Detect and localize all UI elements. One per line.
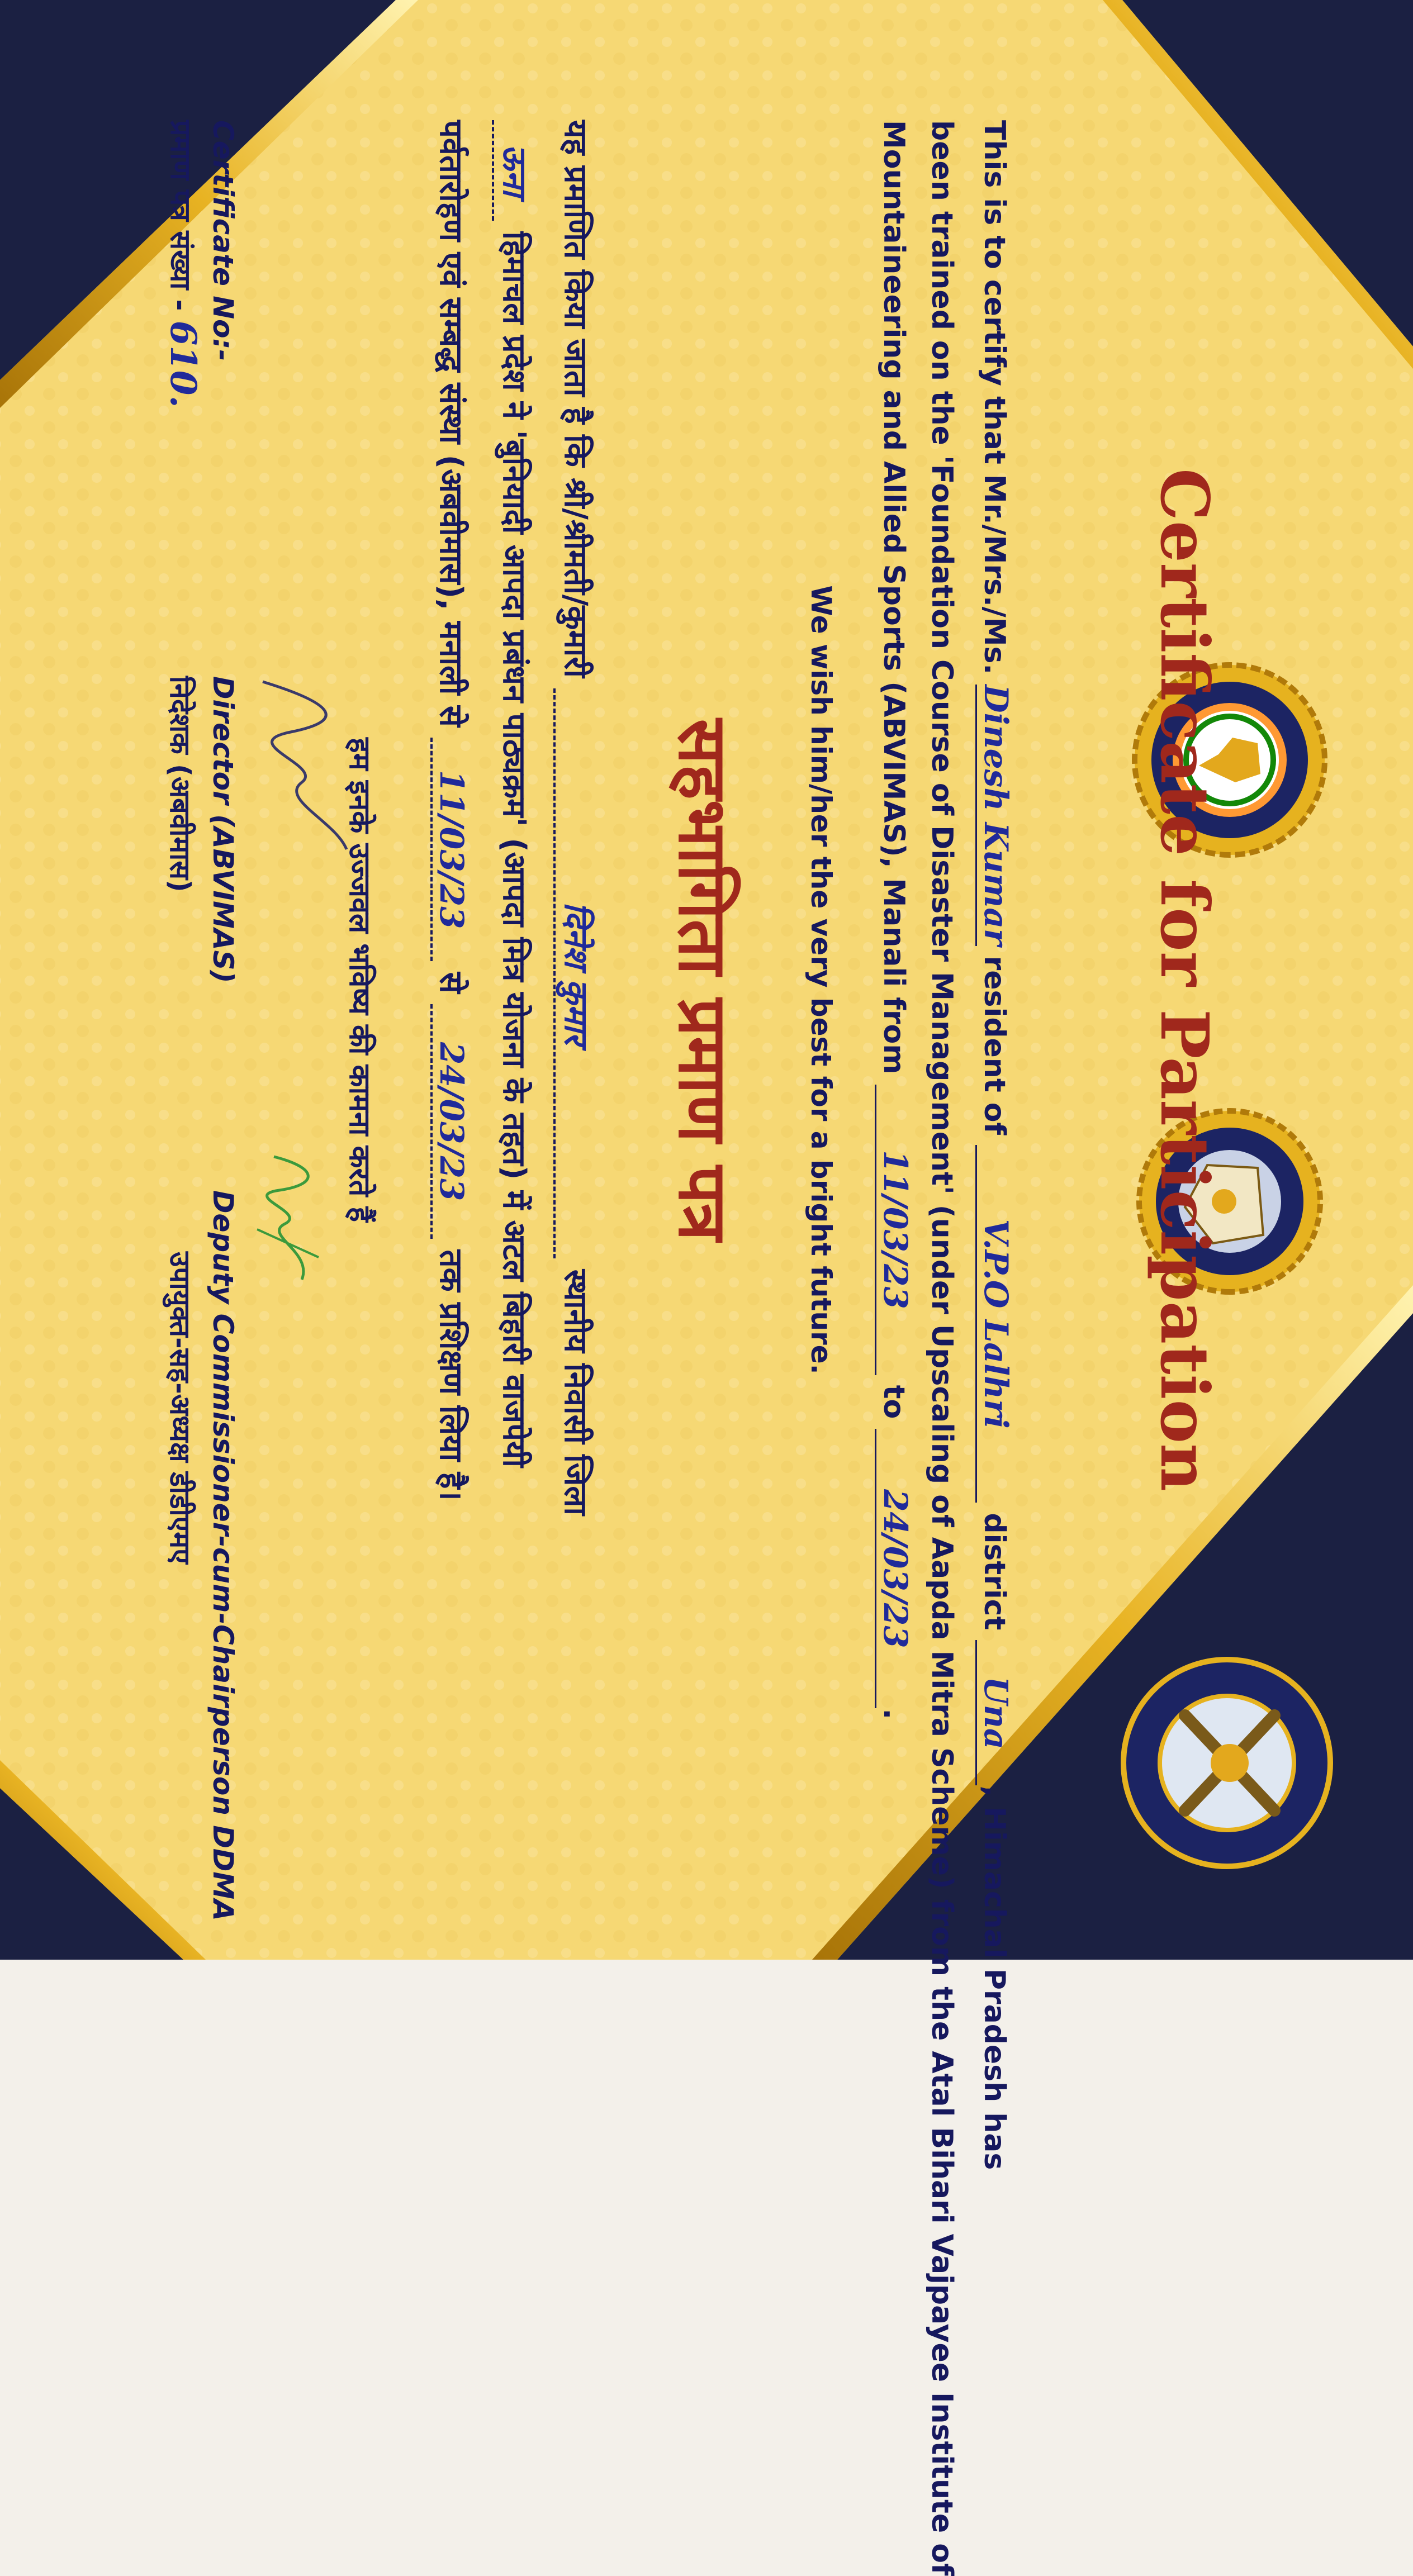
label-state: , Himachal Pradesh has	[978, 1785, 1011, 2170]
village-en: V.P.O Lalhri	[975, 1145, 1015, 1503]
english-body-line-3	[875, 120, 914, 1719]
period: .	[877, 1708, 911, 1720]
english-wish: We wish him/her the very best for a bright future.	[805, 585, 837, 1375]
participant-name-en: Dinesh Kumar	[975, 685, 1015, 945]
english-body-line-1	[975, 120, 1015, 2170]
district-en: Una	[975, 1640, 1015, 1785]
certificate-no-label-hi	[162, 120, 204, 408]
hindi-body-line-1	[553, 120, 600, 1515]
certificate-no-label-hi-text: प्रमाण पत्र संख्या -	[164, 120, 197, 311]
hindi-wish: हम इनके उज्जवल भविष्य की कामना करते हैं	[343, 738, 376, 1222]
hindi-body-line-2	[492, 120, 538, 1467]
certificate-no-value: 610.	[162, 320, 204, 408]
district-hi: ऊना	[492, 120, 538, 221]
label-hi-trained: तक प्रशिक्षण लिया है।	[433, 1249, 469, 1501]
dc-title-en: Deputy Commissioner-cum-Chairperson DDMA	[207, 1190, 239, 1921]
label-hi-se: से	[433, 972, 469, 994]
label-to: to	[877, 1385, 911, 1419]
label-certify: This is to certify that Mr./Mrs./Ms.	[978, 120, 1011, 675]
certificate-no-label-en: Certificate No:-	[207, 120, 239, 362]
participant-name-hi: दिनेश कुमार	[553, 688, 600, 1258]
label-manali-from: Mountaineering and Allied Sports (ABVIMAS), Manali from	[877, 120, 911, 1075]
hindi-body-line-3	[430, 120, 473, 1501]
certificate-title-en: Certificate for Participation	[1146, 468, 1224, 1491]
label-hi-certify: यह प्रमाणित किया जाता है कि श्री/श्रीमती/कुमारी	[557, 120, 594, 678]
director-title-hi: निदेशक (अबवीमास)	[164, 676, 196, 892]
certificate-title-hi: सहभागिता प्रमाण पत्र	[663, 719, 742, 1241]
to-date-en: 24/03/23	[875, 1429, 914, 1708]
to-date-hi: 24/03/23	[430, 1004, 471, 1239]
english-body-line-2: been trained on the 'Foundation Course of Disaster Management' (under Upscaling of Aapda Mitra Scheme) from the Atal Bihari Vajpayee Institute of	[925, 120, 959, 2576]
dc-title-hi: उपायुक्त-सह-अध्यक्ष डीडीएमए	[164, 1252, 196, 1564]
director-title-en: Director (ABVIMAS)	[207, 676, 239, 983]
hindi-course-text: हिमाचल प्रदेश ने 'बुनियादी आपदा प्रबंधन पाठ्यक्रम' (आपदा मित्र योजना के तहत) में अटल बिहारी वाजपेयी	[496, 231, 532, 1467]
label-hi-manali-from: पर्वतारोहण एवं सम्बद्ध संस्था (अबवीमास), मनाली से	[433, 120, 469, 727]
director-signature	[246, 671, 358, 861]
from-date-en: 11/03/23	[875, 1085, 914, 1375]
label-hi-resident: स्थानीय निवासी जिला	[557, 1269, 594, 1515]
from-date-hi: 11/03/23	[430, 738, 471, 961]
dc-signature	[240, 1146, 341, 1291]
label-district: district	[978, 1513, 1011, 1631]
label-resident-of: resident of	[978, 956, 1011, 1135]
